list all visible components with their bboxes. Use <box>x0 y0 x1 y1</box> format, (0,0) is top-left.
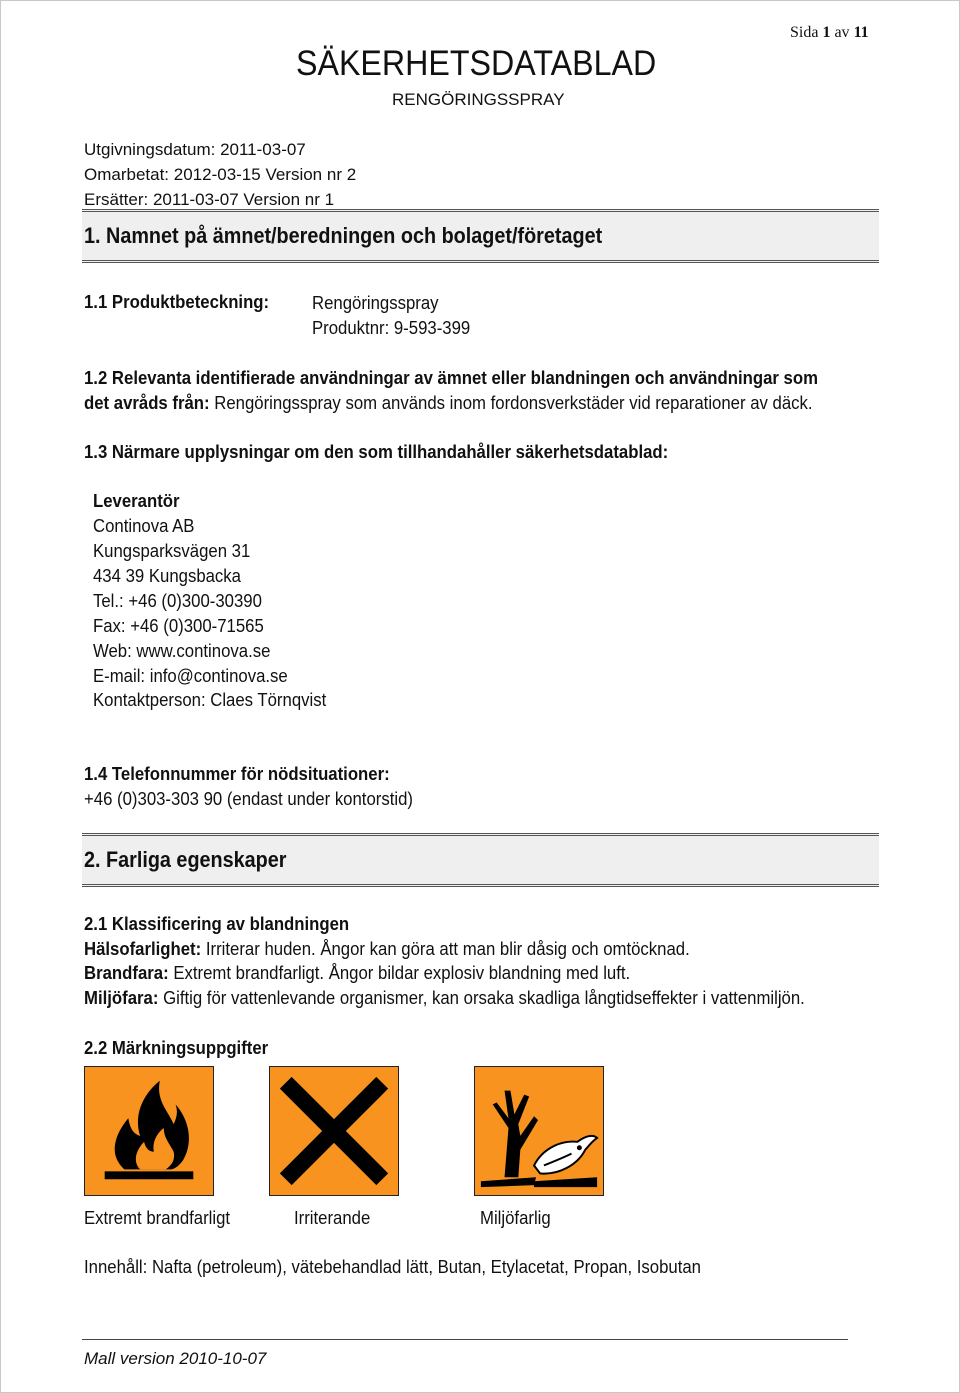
supplier-line: Continova AB <box>93 516 195 536</box>
contents-text: Innehåll: Nafta (petroleum), vätebehandlad lätt, Butan, Etylacetat, Propan, Isobutan <box>84 1257 701 1277</box>
document-title: SÄKERHETSDATABLAD <box>296 44 657 83</box>
symbol-label-irritant: Irriterande <box>294 1208 371 1228</box>
supplier-label: Leverantör <box>93 491 180 511</box>
supplier-line: 434 39 Kungsbacka <box>93 566 242 586</box>
supplier-info-heading: 1.3 Närmare upplysningar om den som tillhandahåller säkerhetsdatablad: <box>84 442 669 462</box>
section-1-heading-band <box>82 209 879 263</box>
document-subtitle: RENGÖRINGSSPRAY <box>392 90 565 109</box>
flame-icon <box>84 1066 214 1196</box>
x-cross-icon <box>269 1066 399 1196</box>
revision-date: Omarbetat: 2012-03-15 Version nr 2 <box>84 165 357 184</box>
fire-hazard-text: Extremt brandfarligt. Ångor bildar explosiv blandning med luft. <box>173 963 631 983</box>
product-label: 1.1 Produktbeteckning: <box>84 292 270 312</box>
advised-against-label: det avråds från: <box>84 393 210 413</box>
relevant-uses-line2 <box>84 393 813 414</box>
emergency-phone-heading: 1.4 Telefonnummer för nödsituationer: <box>84 764 390 784</box>
section-2-heading-band <box>82 833 879 887</box>
health-hazard-label: Hälsofarlighet: <box>84 939 202 959</box>
section-2-heading: 2. Farliga egenskaper <box>84 847 287 872</box>
environment-hazard-label: Miljöfara: <box>84 988 159 1008</box>
supplier-fax: Fax: +46 (0)300-71565 <box>93 616 264 636</box>
supplier-email: E-mail: info@continova.se <box>93 666 288 686</box>
fire-hazard-line <box>84 963 630 984</box>
footer-divider <box>82 1339 848 1340</box>
environment-hazard-line <box>84 988 805 1009</box>
labelling-heading: 2.2 Märkningsuppgifter <box>84 1038 269 1058</box>
environment-hazard-text: Giftig för vattenlevande organismer, kan orsaka skadliga långtidseffekter i vattenmiljön. <box>163 988 805 1008</box>
product-number: Produktnr: 9-593-399 <box>312 318 471 338</box>
fire-hazard-label: Brandfara: <box>84 963 169 983</box>
page-number: Sida 1 av 11 <box>790 24 869 41</box>
supplier-phone: Tel.: +46 (0)300-30390 <box>93 591 262 611</box>
supplier-line: Kungsparksvägen 31 <box>93 541 251 561</box>
symbol-label-flammable: Extremt brandfarligt <box>84 1208 231 1228</box>
health-hazard-text: Irriterar huden. Ångor kan göra att man blir dåsig och omtöcknad. <box>205 939 690 959</box>
product-name: Rengöringsspray <box>312 293 439 313</box>
classification-heading: 2.1 Klassificering av blandningen <box>84 914 350 934</box>
supplier-contact: Kontaktperson: Claes Törnqvist <box>93 690 327 710</box>
relevant-uses-heading: 1.2 Relevanta identifierade användningar av ämnet eller blandningen och användningar som <box>84 368 818 388</box>
template-version: Mall version 2010-10-07 <box>84 1349 267 1368</box>
section-1-heading: 1. Namnet på ämnet/beredningen och bolaget/företaget <box>84 223 603 248</box>
issue-date: Utgivningsdatum: 2011-03-07 <box>84 140 306 159</box>
supplier-web: Web: www.continova.se <box>93 641 271 661</box>
symbol-label-environment: Miljöfarlig <box>480 1208 551 1228</box>
health-hazard-line <box>84 939 690 960</box>
replaces-version: Ersätter: 2011-03-07 Version nr 1 <box>84 190 335 209</box>
relevant-uses-text: Rengöringsspray som används inom fordonsverkstäder vid reparationer av däck. <box>214 393 813 413</box>
emergency-phone-text: +46 (0)303-303 90 (endast under kontorstid) <box>84 789 413 809</box>
dead-tree-fish-icon <box>474 1066 604 1196</box>
